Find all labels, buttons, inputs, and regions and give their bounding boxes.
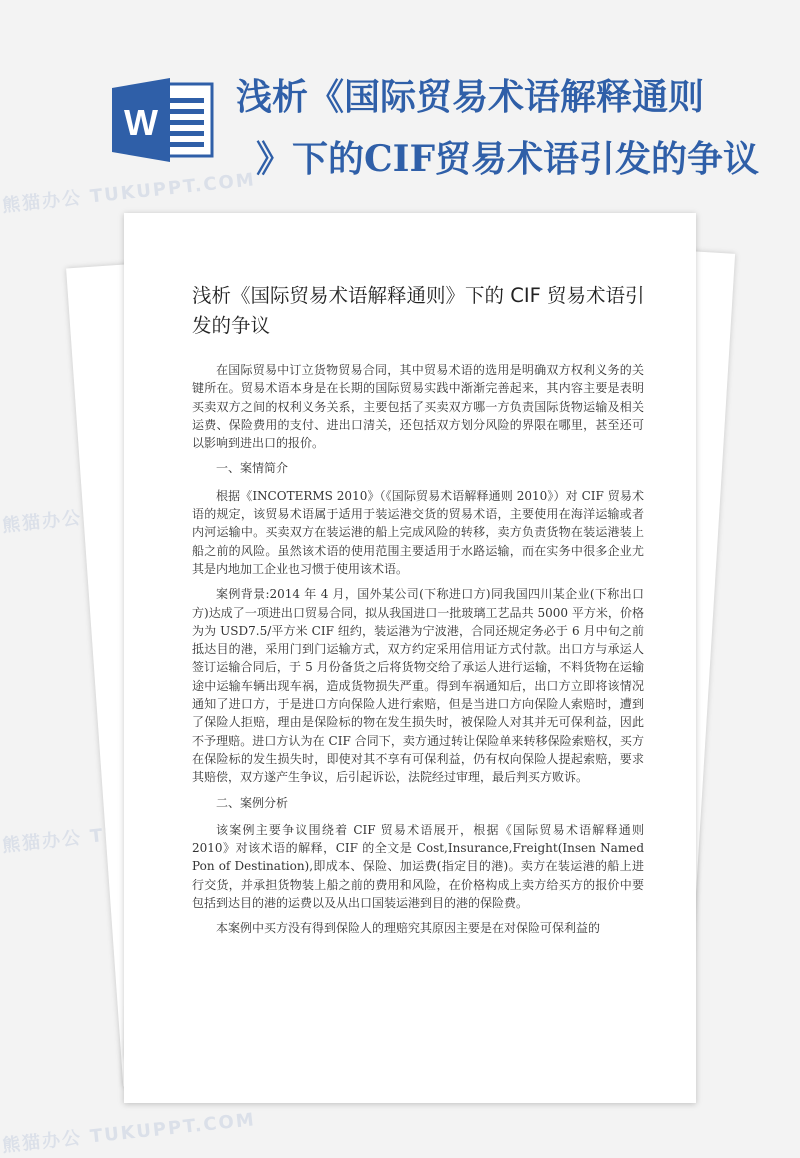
word-doc-icon <box>112 78 216 162</box>
watermark: 熊猫办公 <box>1 827 84 857</box>
watermark: 熊猫办公 <box>1 507 84 537</box>
document-body <box>192 361 644 945</box>
document-page <box>124 213 696 1103</box>
body-paragraph: 案例背景:2014 年 4 月，国外某公司(下称进口方)同我国四川某企业(下称出口方)达成了一项进出口贸易合同，拟从我国进口一批玻璃工艺品共 5000 平方米，价格为为 USD7.5/平方米 CIF 纽约，装运港为宁波港，合同还规定务必于 6 月中旬之前抵达目的港，采用门到门运输方式，双方约定采用信用证方式付款。出口方与承运人签订运输合同后，于 5 月份备货之后将货物交给了承运人进行运输，不料货物在运输途中运输车辆出现车祸，造成货物损失严重。得到车祸通知后，出口方立即将该情况通知了进口方，于是进口方向保险人进行索赔，但是当进口方向保险人索赔时，遭到了保险人拒赔，理由是保险标的物在发生损失时，被保险人对其并无可保利益，因此不予理赔。进口方认为在 CIF 合同下，卖方通过转让保险单来转移保险索赔权，买方在保险标的发生损失时，即使对其不享有可保利益，仍有权向保险人提起索赔，要求其赔偿，双方遂产生争议，后引起诉讼，法院经过审理，最后判买方败诉。 <box>192 587 644 785</box>
watermark: 熊猫办公 TUKUPPT.COM <box>1 169 257 217</box>
body-paragraph: 在国际贸易中订立货物贸易合同，其中贸易术语的选用是明确双方权利义务的关键所在。贸易术语本身是在长期的国际贸易实践中渐渐完善起来，其内容主要是表明买卖双方之间的权利义务关系，主要包括了买卖双方哪一方负责国际货物运输及相关运费、保险费用的支付、进出口清关，还包括双方划分风险的界限在哪里，甚至还可以影响到进出口的报价。 <box>192 363 644 451</box>
watermark: 熊猫办公 TUKUPPT.COM <box>1 1109 257 1157</box>
section-heading: 一、案情简介 <box>216 461 289 476</box>
banner-title-line-1: 浅析《国际贸易术语解释通则 <box>236 76 705 118</box>
section-heading: 二、案例分析 <box>216 795 289 810</box>
document-title: 浅析《国际贸易术语解释通则》下的 CIF 贸易术语引发的争议 <box>192 284 645 337</box>
body-paragraph: 该案例主要争议围绕着 CIF 贸易术语展开，根据《国际贸易术语解释通则 2010》对该术语的解释，CIF 的全文是 Cost,Insurance,Freight(Insen Named Pon of Destination),即成本、保险、加运费(指定目的港)。卖方在装运港的船上进行交货，并承担货物装上船之前的费用和风险，在价格构成上卖方给买方的报价中要包括到达目的港的运费以及从出口国装运港到目的港的保险费。 <box>192 822 644 911</box>
banner-title-line-2: 》下的CIF贸易术语引发的争议 <box>256 138 760 180</box>
banner-title <box>236 66 760 190</box>
body-paragraph: 根据《INCOTERMS 2010》（《国际贸易术语解释通则 2010》）对 CIF 贸易术语的规定，该贸易术语属于适用于装运港交货的贸易术语，主要使用在海洋运输或者内河运输中。买卖双方在装运港的船上完成风险的转移，卖方负责货物在装运港装上船之前的风险。虽然该术语的使用范围主要适用于水路运输，而在实务中很多企业尤其是内地加工企业也习惯于使用该术语。 <box>192 488 644 576</box>
body-paragraph: 本案例中买方没有得到保险人的理赔究其原因主要是在对保险可保利益的 <box>216 921 601 936</box>
word-logo-letter: W <box>124 102 158 143</box>
